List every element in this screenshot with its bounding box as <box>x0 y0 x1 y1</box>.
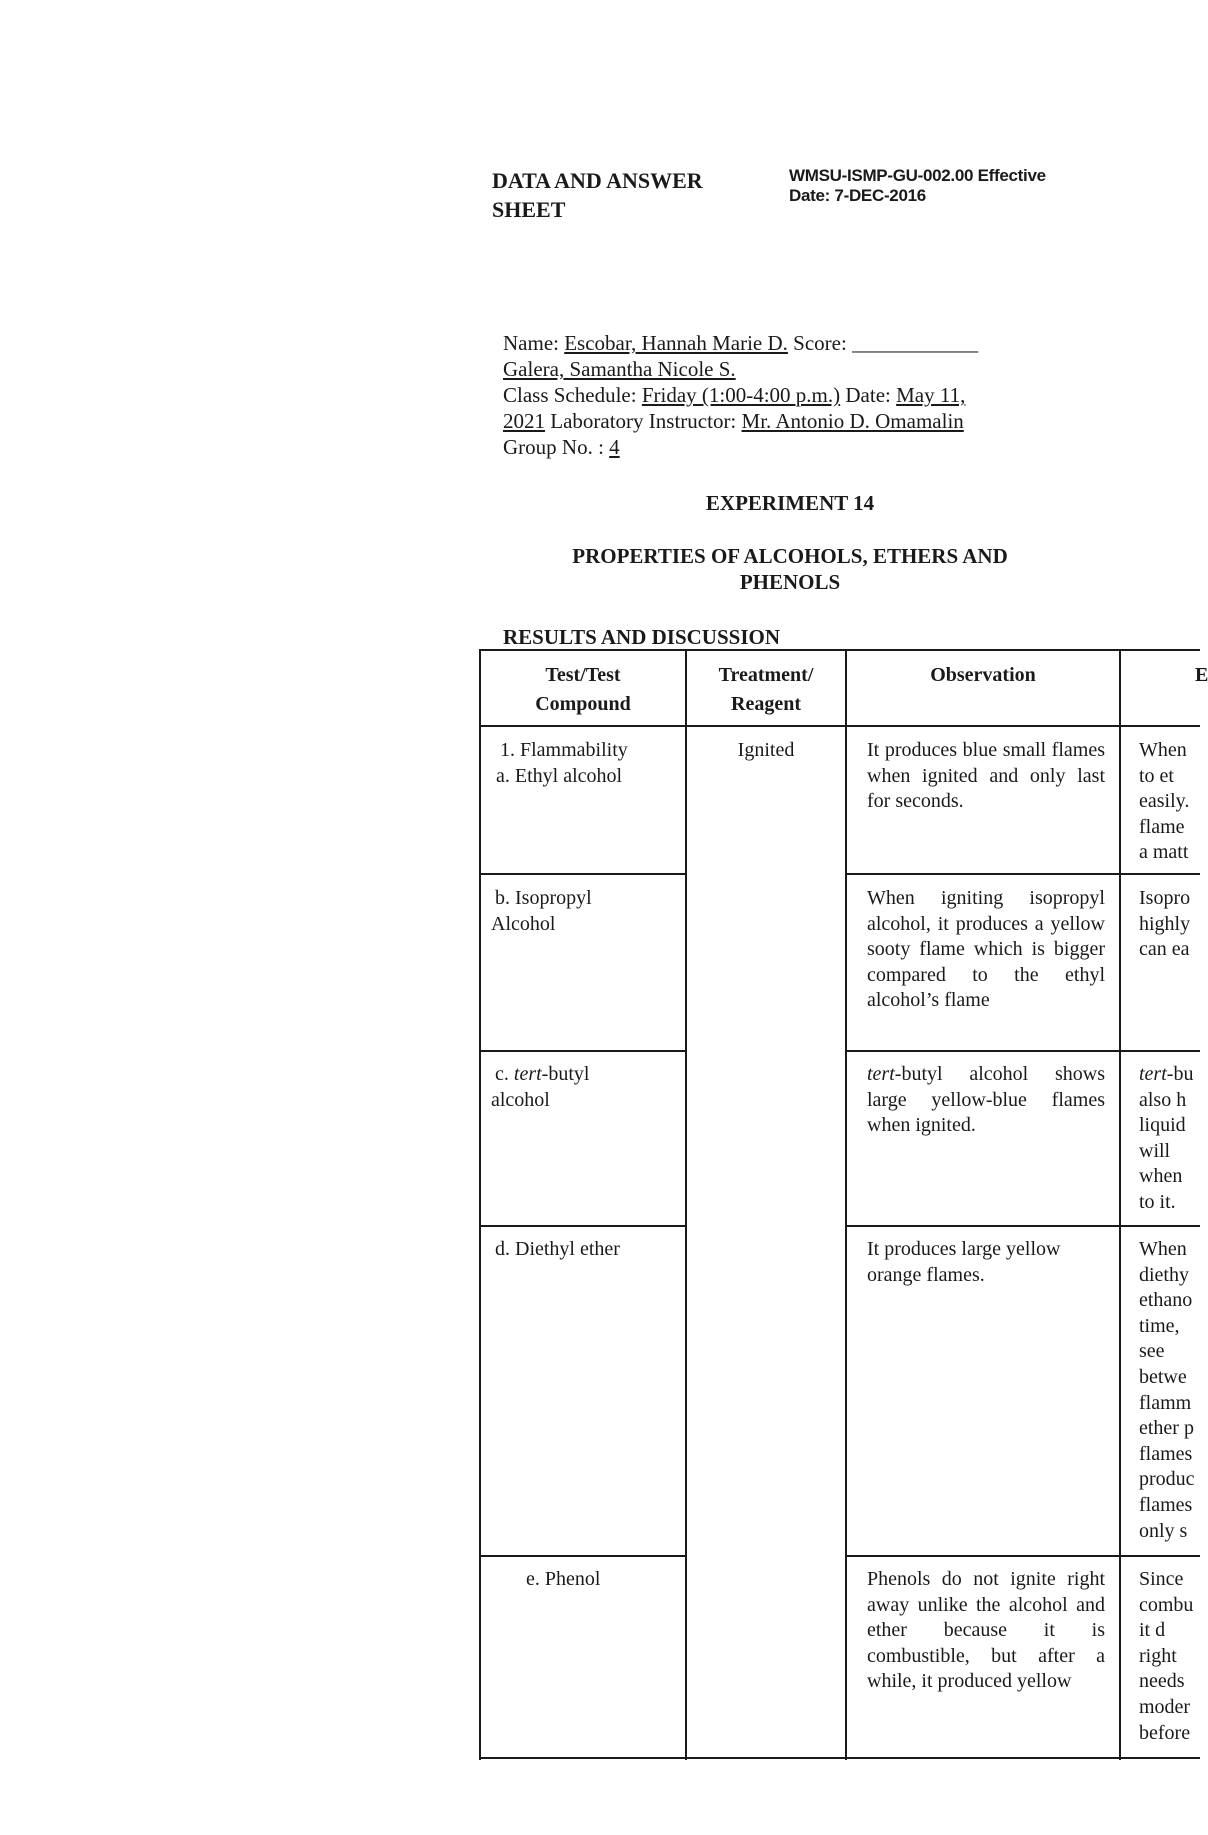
row-sep-3b <box>845 1225 1200 1227</box>
table-divider-1 <box>685 649 687 1760</box>
row1-expl-line: to et <box>1139 764 1174 787</box>
row5-expl-line: Since <box>1139 1568 1184 1590</box>
row1-expl-line: When <box>1139 739 1187 761</box>
document-code <box>789 166 1109 206</box>
header-test-line1: Test/Test <box>545 664 621 686</box>
row3-expl-first <box>1139 1062 1200 1088</box>
row5-expl-line: moder <box>1139 1695 1191 1718</box>
row4-expl-line: flames <box>1139 1493 1193 1516</box>
row3-expl-line: liquid <box>1139 1114 1186 1137</box>
group-label: Group No. : <box>503 435 610 459</box>
row4-expl-line: only s <box>1139 1519 1188 1542</box>
sheet-title-line2: SHEET <box>492 197 566 222</box>
info-line-4 <box>503 408 1063 434</box>
experiment-title <box>490 543 1090 595</box>
sheet-title-line1: DATA AND ANSWER <box>492 168 703 193</box>
row5-expl-line: needs <box>1139 1670 1185 1693</box>
row5-expl-line: before <box>1139 1721 1191 1744</box>
row-sep-1b <box>845 873 1200 875</box>
name-label: Name: <box>503 331 565 355</box>
row1-test-line2: a. Ethyl alcohol <box>496 764 623 787</box>
row3-expl-italic: tert <box>1139 1063 1167 1085</box>
row3-expl-line: to it. <box>1139 1190 1176 1213</box>
row1-test <box>496 738 681 789</box>
row4-observation: It produces large yellow orange flames. <box>867 1238 1061 1286</box>
student-name-1: Escobar, Hannah Marie D. <box>564 331 788 355</box>
row3-test-italic: tert <box>513 1063 542 1085</box>
header-treatment-line1: Treatment/ <box>718 664 814 686</box>
row4-expl-line: diethy <box>1139 1263 1189 1286</box>
row3-test-suffix: -butyl <box>541 1063 590 1085</box>
row2-expl-line: can ea <box>1139 938 1190 961</box>
table-border-bottom <box>479 1757 1200 1759</box>
row3-expl-suffix: -bu <box>1166 1063 1194 1085</box>
table-border-top <box>479 649 1200 651</box>
row5-expl-line: combu <box>1139 1593 1194 1616</box>
row5-explanation <box>1139 1567 1200 1746</box>
row-sep-4a <box>479 1555 686 1557</box>
row2-test-line1: b. Isopropyl <box>495 887 592 909</box>
row2-observation: When igniting isopropyl alcohol, it produces a yellow sooty flame which is bigger compared to the ethyl alcohol’s flame <box>867 887 1105 1012</box>
experiment-title-line1: PROPERTIES OF ALCOHOLS, ETHERS AND <box>572 544 1008 568</box>
header-observation: Observation <box>930 664 1036 686</box>
row3-observation <box>867 1062 1105 1139</box>
row3-expl-line: will <box>1139 1139 1171 1162</box>
header-treatment-line2: Reagent <box>731 693 801 715</box>
score-label: Score: <box>787 331 853 355</box>
header-test-line2: Compound <box>535 693 631 715</box>
table-divider-3 <box>1119 649 1121 1760</box>
row4-expl-line: ether p <box>1139 1417 1194 1440</box>
sheet-title <box>492 166 742 224</box>
row4-expl-line: When <box>1139 1238 1187 1260</box>
row-sep-2b <box>845 1050 1200 1052</box>
row3-explanation <box>1139 1062 1200 1216</box>
row4-expl-line: see <box>1139 1340 1165 1363</box>
row5-expl-line: right <box>1139 1644 1177 1667</box>
row3-test <box>491 1062 681 1113</box>
row3-test-prefix: c. <box>495 1063 514 1085</box>
row5-observation: Phenols do not ignite right away unlike the alcohol and ether because it is combustible, but after a while, it produced yellow <box>867 1568 1105 1693</box>
row1-explanation <box>1139 738 1200 866</box>
header-separator <box>479 725 1200 727</box>
document-code-line1: WMSU-ISMP-GU-002.00 Effective <box>789 166 1046 185</box>
class-schedule: Friday (1:00-4:00 p.m.) <box>641 383 841 407</box>
row-sep-2a <box>479 1050 686 1052</box>
date-label: Date: <box>840 383 897 407</box>
date-value-part2: 2021 <box>503 409 545 433</box>
group-number: 4 <box>609 435 620 459</box>
row2-expl-line: Isopro <box>1139 887 1191 909</box>
row3-test-line1 <box>491 1062 681 1088</box>
row-sep-4b <box>845 1555 1200 1557</box>
header-test-compound <box>481 661 685 719</box>
row4-expl-line: flames <box>1139 1442 1193 1465</box>
row1-expl-line: a matt <box>1139 841 1189 864</box>
instructor-name: Mr. Antonio D. Omamalin <box>741 409 964 433</box>
student-info <box>503 330 1063 460</box>
row3-expl-line: also h <box>1139 1088 1187 1111</box>
row1-test-line1: 1. Flammability <box>500 739 628 761</box>
row2-explanation <box>1139 886 1200 963</box>
header-treatment-reagent <box>687 661 845 719</box>
row4-expl-line: flamm <box>1139 1391 1192 1414</box>
instructor-label: Laboratory Instructor: <box>545 409 742 433</box>
row4-explanation <box>1139 1237 1200 1544</box>
row3-test-line2: alcohol <box>491 1088 550 1111</box>
document-code-line2: Date: 7-DEC-2016 <box>789 186 926 205</box>
experiment-number: EXPERIMENT 14 <box>705 491 875 515</box>
score-blank: ____________ <box>852 331 979 355</box>
row-sep-3a <box>479 1225 686 1227</box>
row-sep-1a <box>479 873 686 875</box>
row2-test-line2: Alcohol <box>491 912 556 935</box>
section-label: RESULTS AND DISCUSSION <box>503 625 780 649</box>
row5-test: e. Phenol <box>526 1568 601 1590</box>
table-border-left <box>479 649 481 1760</box>
row1-expl-line: flame <box>1139 815 1185 838</box>
row4-test: d. Diethyl ether <box>495 1238 620 1260</box>
row3-obs-italic: tert <box>867 1063 895 1085</box>
info-line-1 <box>503 330 1063 356</box>
row2-expl-line: highly <box>1139 912 1191 935</box>
row4-expl-line: produc <box>1139 1468 1195 1491</box>
row4-expl-line: betwe <box>1139 1365 1187 1388</box>
treatment-ignited: Ignited <box>737 739 795 761</box>
row3-obs-text: -butyl alcohol shows large yellow-blue flames when ignited. <box>867 1063 1105 1137</box>
row3-expl-line: when <box>1139 1165 1183 1188</box>
info-line-3 <box>503 382 1063 408</box>
schedule-label: Class Schedule: <box>503 383 642 407</box>
info-line-2 <box>503 356 1063 382</box>
date-value-part1: May 11, <box>896 383 966 407</box>
student-name-2: Galera, Samantha Nicole S. <box>503 357 736 381</box>
row4-expl-line: ethano <box>1139 1289 1193 1312</box>
row4-expl-line: time, <box>1139 1314 1180 1337</box>
info-line-5 <box>503 434 1063 460</box>
header-explanation-partial: E <box>1195 664 1208 686</box>
row1-expl-line: easily. <box>1139 790 1190 813</box>
experiment-title-line2: PHENOLS <box>739 570 841 594</box>
row1-observation: It produces blue small flames when ignited and only last for seconds. <box>867 739 1105 813</box>
table-divider-2 <box>845 649 847 1760</box>
row2-test <box>491 886 681 937</box>
row5-expl-line: it d <box>1139 1619 1166 1642</box>
